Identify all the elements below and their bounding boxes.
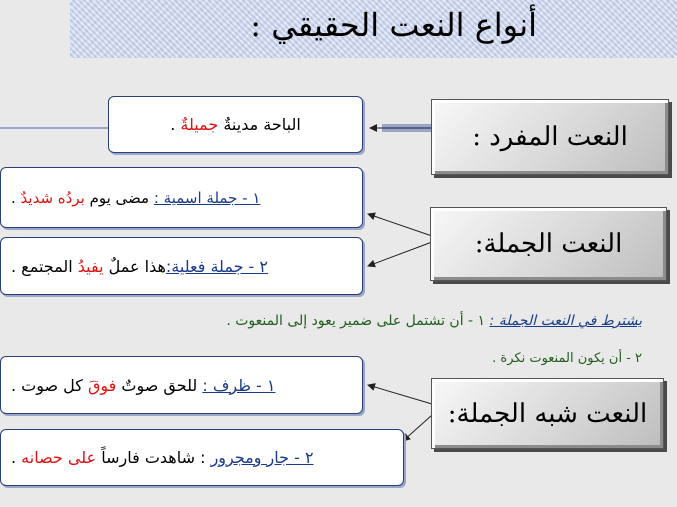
- shibh-zarf-red: فوقَ: [88, 375, 117, 395]
- shibh-jar-red: على حصانه: [21, 448, 97, 467]
- jumla-ismiya-text: مضى يوم: [84, 188, 154, 207]
- shibh-jar-end: .: [11, 448, 22, 467]
- jumla-filiya-red: يفيدُ: [77, 256, 104, 276]
- jumla-filiya-end: المجتمع .: [11, 256, 78, 276]
- jumla-filiya-label: ٢ - جملة فعلية:: [165, 256, 269, 276]
- example-mufrad-end: .: [170, 115, 181, 134]
- arrow-jumla-filiya: [368, 242, 432, 266]
- shibh-zarf-text: للحق صوتٌ: [116, 375, 203, 395]
- condition-second: ٢ - أن يكون المنعوت نكرة .: [492, 351, 642, 366]
- arrow-shibh-zarf: [368, 385, 432, 404]
- arrow-jumla-ismiya: [368, 214, 432, 236]
- jumla-ismiya-red: بردُه شديدٌ: [20, 188, 85, 207]
- example-mufrad-red: جميلةٌ: [180, 115, 219, 134]
- shibh-zarf-box: [0, 356, 363, 414]
- example-mufrad-box: [108, 96, 363, 153]
- jumla-filiya-text: هذا عملٌ: [103, 256, 166, 276]
- condition-first: ١ - أن تشتمل على ضمير يعود إلى المنعوت .: [226, 313, 490, 329]
- jumla-ismiya-end: .: [11, 188, 21, 207]
- shibh-jar-label: ٢ - جار ومجرور: [210, 448, 314, 467]
- category-jumla: النعت الجملة:: [430, 207, 667, 281]
- shibh-zarf-end: كل صوت .: [11, 375, 88, 395]
- condition-lead: يشترط في النعت الجملة :: [489, 313, 642, 329]
- category-shibh-jumla: النعت شبه الجملة:: [431, 378, 664, 449]
- example-mufrad-text: الباحة مدينةٌ: [218, 115, 301, 134]
- condition-line-1: [226, 313, 642, 329]
- jumla-ismiya-box: [0, 167, 363, 228]
- jumla-ismiya-label: ١ - جملة اسمية :: [153, 188, 261, 207]
- shibh-zarf-label: ١ - ظرف :: [202, 375, 276, 395]
- jumla-filiya-box: [0, 237, 363, 295]
- shibh-jar-text: : شاهدت فارساً: [96, 448, 211, 467]
- shibh-jar-box: [0, 429, 404, 486]
- category-mufrad: النعت المفرد :: [431, 99, 669, 175]
- arrow-shibh-jar: [403, 415, 432, 441]
- page-title: أنواع النعت الحقيقي :: [250, 6, 537, 44]
